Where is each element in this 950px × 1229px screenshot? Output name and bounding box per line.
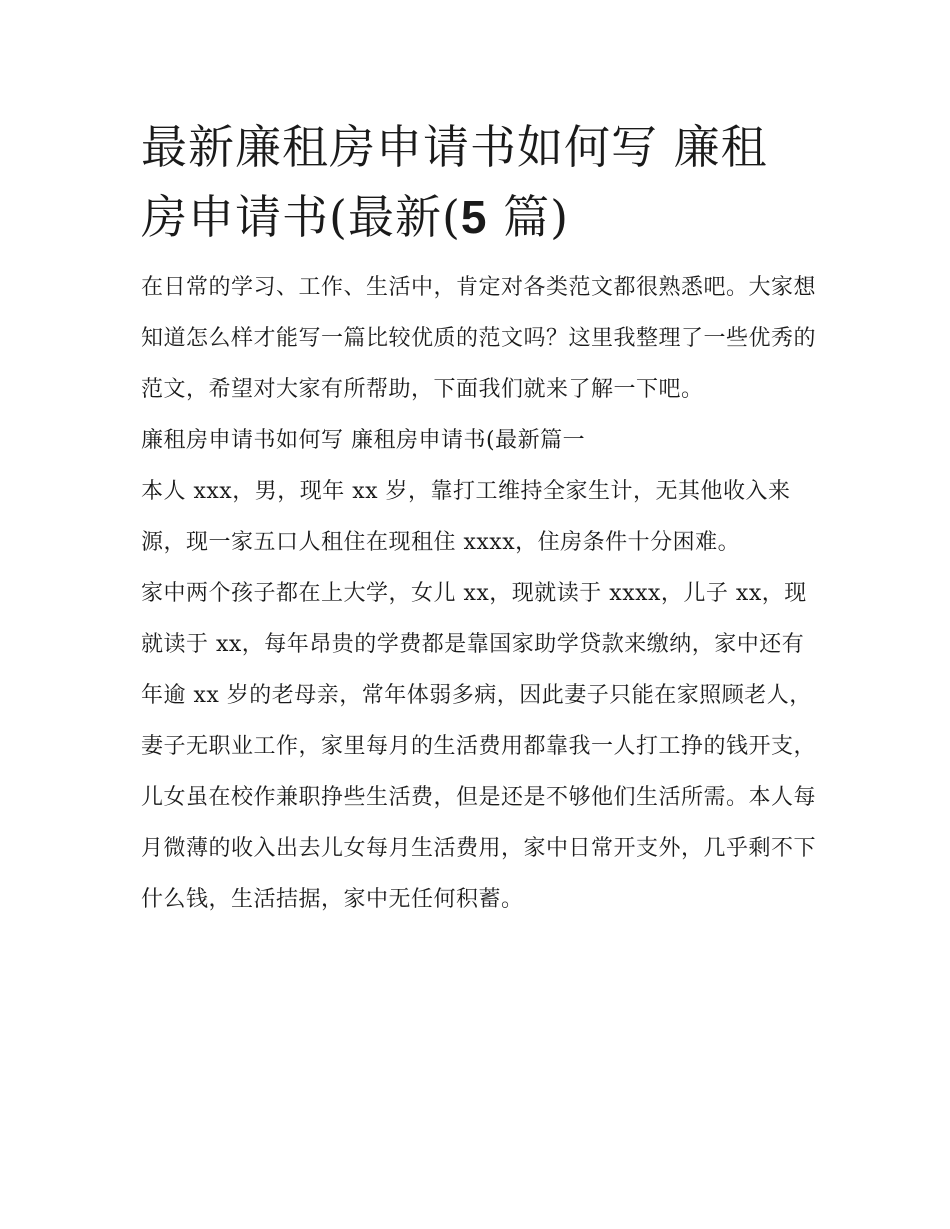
body-paragraph: 家中两个孩子都在上大学，女儿 xx，现就读于 xxxx，儿子 xx，现就读于 xx，每年昂贵的学费都是靠国家助学贷款来缴纳，家中还有年逾 xx 岁的老母亲，常年体弱多病，因此妻子只能在家照顾老人，妻子无职业工作，家里每月的生活费用都靠我一人打工挣的钱开支，儿女虽在校作兼职挣些生活费，但是还是不够他们生活所需。本人每月微薄的收入出去儿女每月生活费用，家中日常开支外，几乎剩不下什么钱，生活拮据，家中无任何积蓄。	[141, 581, 817, 912]
document-page	[141, 112, 821, 925]
title-line-2-number: 5	[460, 191, 488, 243]
section-heading: 廉租房申请书如何写 廉租房申请书(最新篇一	[141, 428, 586, 453]
title-line-2-suffix: 篇)	[487, 190, 570, 244]
document-title	[141, 112, 821, 252]
body-paragraph: 本人 xxx，男，现年 xx 岁，靠打工维持全家生计，无其他收入来源，现一家五口人租住在现租住 xxxx，住房条件十分困难。	[141, 479, 791, 555]
intro-paragraph: 在日常的学习、工作、生活中，肯定对各类范文都很熟悉吧。大家想知道怎么样才能写一篇比较优质的范文吗？这里我整理了一些优秀的范文，希望对大家有所帮助，下面我们就来了解一下吧。	[141, 275, 817, 402]
title-line-1: 最新廉租房申请书如何写 廉租	[141, 120, 768, 174]
title-line-2-prefix: 房申请书(最新(	[141, 190, 461, 244]
